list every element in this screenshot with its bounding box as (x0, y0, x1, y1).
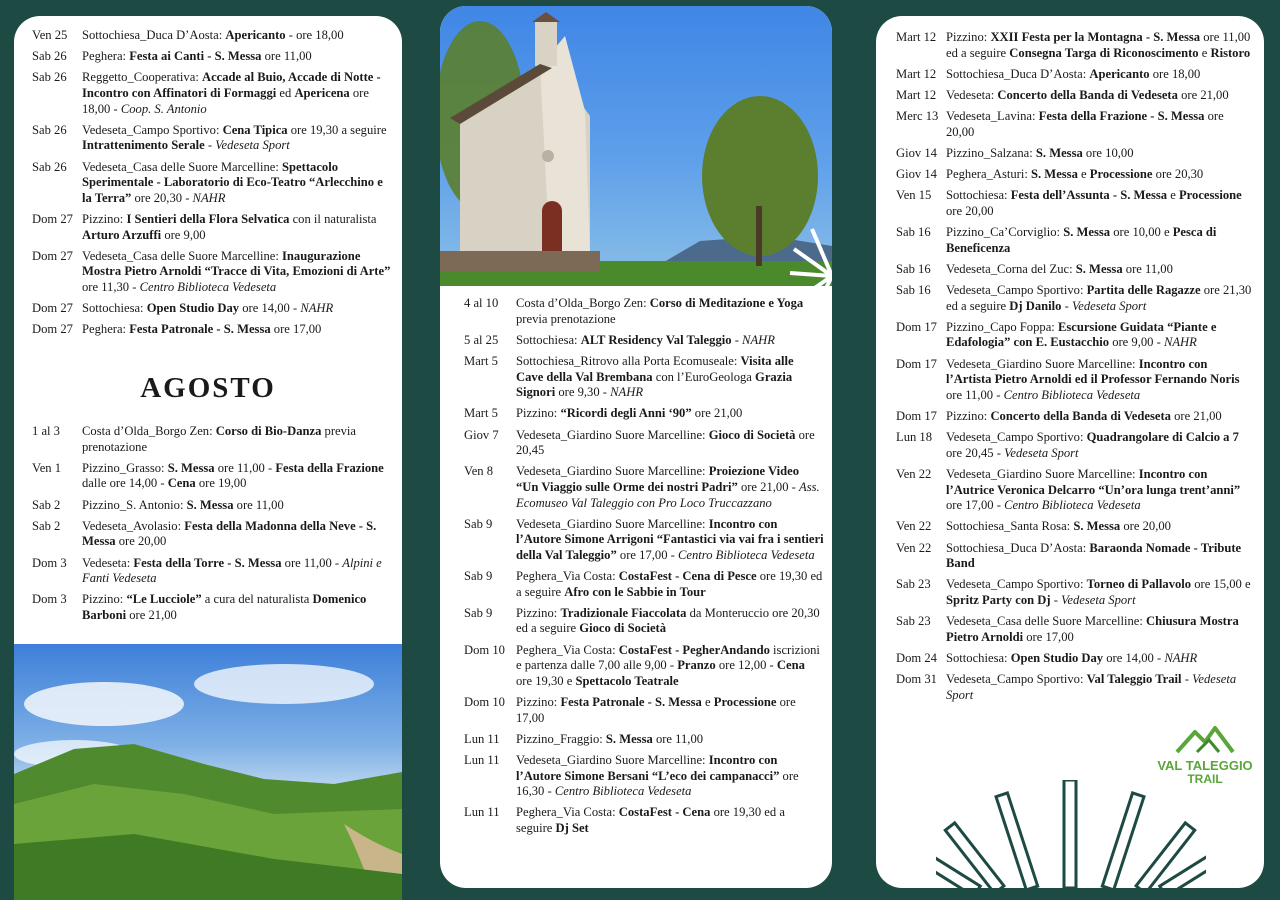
middle-panel (440, 6, 832, 888)
mountain-logo-icon (1175, 726, 1235, 754)
event-item (896, 225, 1254, 256)
event-item (32, 301, 392, 317)
event-description: Vedeseta_Casa delle Suore Marcelline: Inaugurazione Mostra Pietro Arnoldi “Tracce di Vita, Emozioni di Arte” ore 11,30 - Centro Biblioteca Vedeseta (82, 248, 391, 294)
event-date: 5 al 25 (464, 332, 499, 347)
event-date: Sab 2 (32, 518, 61, 533)
event-date: Sab 16 (896, 225, 931, 240)
event-date: Sab 26 (32, 49, 67, 64)
mid-august-event-list (464, 296, 824, 842)
event-date: Dom 17 (896, 409, 937, 423)
event-description: Vedeseta_Lavina: Festa della Frazione - S. Messa ore 20,00 (946, 109, 1224, 139)
event-item (896, 519, 1254, 535)
val-taleggio-trail-logo (1152, 726, 1258, 786)
event-description: Vedeseta_Campo Sportivo: Partita delle Ragazze ore 21,30 ed a seguire Dj Danilo - Vedeseta Sport (946, 283, 1252, 313)
event-date: Ven 1 (32, 460, 62, 475)
event-item (464, 428, 824, 459)
event-description: Pizzino: XXII Festa per la Montagna - S. Messa ore 11,00 ed a seguire Consegna Targa di Riconoscimento e Ristoro (946, 30, 1251, 60)
event-item (32, 498, 392, 514)
event-date: Mart 12 (896, 87, 937, 102)
event-date: Ven 8 (464, 464, 494, 479)
event-description: Vedeseta_Campo Sportivo: Torneo di Pallavolo ore 15,00 e Spritz Party con Dj - Vedeseta Sport (946, 577, 1251, 607)
event-description: Pizzino_Ca’Corviglio: S. Messa ore 10,00 e Pesca di Beneficenza (946, 225, 1217, 255)
mountain-illustration (14, 644, 402, 900)
event-item (464, 643, 824, 690)
event-item (32, 49, 392, 65)
event-description: Pizzino_Grasso: S. Messa ore 11,00 - Festa della Frazione dalle ore 14,00 - Cena ore 19,00 (82, 460, 384, 491)
event-description: Vedeseta_Giardino Suore Marcelline: Incontro con l’Autrice Veronica Delcarro “Un’ora lunga trent’anni” ore 17,00 - Centro Biblioteca Vedeseta (946, 466, 1241, 513)
event-item (32, 556, 392, 587)
event-date: Dom 27 (32, 248, 73, 263)
event-description: Sottochiesa_Duca D’Aosta: Baraonda Nomade - Tribute Band (946, 540, 1242, 571)
event-item (32, 249, 392, 296)
event-description: Peghera_Via Costa: CostaFest - PegherAndando iscrizioni e partenza dalle 7,00 alle 9,00 - Pranzo ore 12,00 - Cena ore 19,30 e Spettacolo Teatrale (516, 642, 820, 688)
event-description: Pizzino: Concerto della Banda di Vedeseta ore 21,00 (946, 409, 1222, 423)
event-item (896, 651, 1254, 667)
event-description: Pizzino_Capo Foppa: Escursione Guidata “Piante e Edafologia” con E. Eustacchio ore 9,00 - NAHR (946, 319, 1217, 350)
event-date: Sab 23 (896, 577, 931, 592)
event-description: Vedeseta_Casa delle Suore Marcelline: Spettacolo Sperimentale - Laboratorio di Eco-Teatro “Arlecchino e la Terra” ore 20,30 - NAHR (82, 159, 383, 205)
event-date: Dom 27 (32, 211, 73, 226)
event-item (32, 212, 392, 243)
event-item (896, 320, 1254, 351)
event-date: Dom 10 (464, 642, 505, 657)
event-item (32, 322, 392, 338)
event-item (32, 424, 392, 455)
event-description: Vedeseta_Giardino Suore Marcelline: Gioco di Società ore 20,45 (516, 427, 815, 458)
event-description: Peghera_Via Costa: CostaFest - Cena di Pesce ore 19,30 ed a seguire Afro con le Sabbie in Tour (516, 569, 823, 599)
event-item (896, 67, 1254, 83)
event-description: Pizzino: I Sentieri della Flora Selvatica con il naturalista Arturo Arzuffi ore 9,00 (82, 211, 377, 242)
event-description: Vedeseta_Campo Sportivo: Quadrangolare di Calcio a 7 ore 20,45 - Vedeseta Sport (946, 430, 1239, 460)
event-date: Merc 13 (896, 109, 939, 124)
logo-line-1: VAL TALEGGIO (1157, 758, 1253, 773)
event-item (896, 614, 1254, 645)
event-date: Giov 14 (896, 145, 937, 160)
event-date: Dom 3 (32, 555, 67, 570)
event-date: Dom 31 (896, 672, 937, 687)
event-description: Sottochiesa_Duca D’Aosta: Apericanto ore 18,00 (946, 66, 1201, 81)
event-description: Vedeseta_Casa delle Suore Marcelline: Chiusura Mostra Pietro Arnoldi ore 17,00 (946, 614, 1239, 644)
event-description: Vedeseta_Giardino Suore Marcelline: Proiezione Video “Un Viaggio sulle Orme dei nostri Padri” ore 21,00 - Ass. Ecomuseo Val Taleggio con Pro Loco Truccazzano (516, 464, 820, 510)
event-description: Sottochiesa_Ritrovo alla Porta Ecomuseale: Visita alle Cave della Val Brembana con l’EuroGeologa Grazia Signori ore 9,30 - NAHR (516, 353, 794, 400)
event-date: Sab 26 (32, 159, 67, 174)
event-description: Pizzino_S. Antonio: S. Messa ore 11,00 (82, 497, 284, 512)
event-date: Dom 27 (32, 322, 73, 337)
event-item (464, 732, 824, 748)
event-date: Sab 2 (32, 497, 61, 512)
event-date: Lun 11 (464, 805, 500, 820)
july-event-list (32, 28, 392, 343)
event-description: Peghera: Festa Patronale - S. Messa ore 17,00 (82, 322, 322, 337)
event-item (464, 805, 824, 836)
event-item (896, 30, 1254, 61)
event-date: 1 al 3 (32, 424, 60, 438)
event-item (896, 672, 1254, 703)
event-date: Lun 11 (464, 731, 500, 746)
decorative-rays-icon (788, 221, 832, 331)
event-date: Ven 15 (896, 188, 932, 203)
event-date: Sab 9 (464, 605, 493, 620)
event-item (896, 146, 1254, 162)
event-item (896, 577, 1254, 608)
event-date: Giov 7 (464, 427, 499, 442)
logo-line-2: TRAIL (1187, 772, 1223, 786)
event-description: Sottochiesa: ALT Residency Val Taleggio - NAHR (516, 332, 775, 347)
event-description: Vedeseta_Corna del Zuc: S. Messa ore 11,00 (946, 261, 1173, 276)
event-date: Sab 26 (32, 122, 67, 137)
event-description: Pizzino: “Ricordi degli Anni ‘90” ore 21,00 (516, 406, 743, 421)
event-date: Dom 17 (896, 319, 937, 334)
chapel-illustration (440, 6, 832, 286)
event-date: Lun 11 (464, 752, 500, 767)
event-date: Mart 12 (896, 66, 937, 81)
event-date: Mart 5 (464, 406, 498, 421)
event-date: Dom 17 (896, 356, 937, 371)
event-description: Peghera: Festa ai Canti - S. Messa ore 11,00 (82, 49, 312, 64)
event-item (896, 109, 1254, 140)
event-item (896, 283, 1254, 314)
event-date: Giov 14 (896, 167, 937, 182)
event-description: Vedeseta_Giardino Suore Marcelline: Incontro con l’Artista Pietro Arnoldi ed il Professor Fernando Noris ore 11,00 - Centro Biblioteca Vedeseta (946, 356, 1240, 402)
august-event-list (32, 424, 392, 629)
event-date: Dom 10 (464, 695, 505, 709)
event-description: Costa d’Olda_Borgo Zen: Corso di Meditazione e Yoga previa prenotazione (516, 296, 804, 326)
event-date: Dom 24 (896, 650, 937, 665)
event-item (464, 569, 824, 600)
event-item (464, 517, 824, 564)
event-item (896, 409, 1254, 425)
sunburst-decoration-icon (936, 780, 1206, 888)
event-date: Ven 22 (896, 519, 932, 534)
event-description: Peghera_Asturi: S. Messa e Processione ore 20,30 (946, 167, 1204, 182)
event-item (464, 464, 824, 511)
event-item (464, 753, 824, 800)
event-item (896, 430, 1254, 461)
event-description: Pizzino: Festa Patronale - S. Messa e Processione ore 17,00 (516, 695, 796, 725)
event-description: Pizzino_Fraggio: S. Messa ore 11,00 (516, 731, 704, 746)
month-title-agosto: AGOSTO (140, 372, 276, 404)
event-item (896, 262, 1254, 278)
event-date: Sab 16 (896, 283, 931, 298)
event-description: Pizzino_Salzana: S. Messa ore 10,00 (946, 145, 1134, 160)
event-item (464, 606, 824, 637)
event-item (32, 461, 392, 492)
event-item (464, 296, 824, 327)
event-date: Dom 27 (32, 301, 73, 316)
left-panel (14, 16, 402, 900)
event-description: Vedeseta_Avolasio: Festa della Madonna della Neve - S. Messa ore 20,00 (82, 518, 377, 549)
event-description: Pizzino: “Le Lucciole” a cura del naturalista Domenico Barboni ore 21,00 (82, 592, 367, 622)
event-date: Sab 9 (464, 569, 493, 584)
event-description: Vedeseta_Giardino Suore Marcelline: Incontro con l’Autore Simone Arrigoni “Fantastici via vai fra i sentieri della Val Taleggio” ore 17,00 - Centro Biblioteca Vedeseta (516, 516, 824, 562)
event-description: Vedeseta_Giardino Suore Marcelline: Incontro con l’Autore Simone Bersani “L’eco dei campanacci” ore 16,30 - Centro Biblioteca Vedeseta (516, 752, 799, 799)
event-date: Ven 25 (32, 28, 68, 42)
event-item (896, 541, 1254, 572)
event-date: Dom 3 (32, 592, 67, 607)
event-item (464, 354, 824, 401)
event-item (896, 467, 1254, 514)
event-date: Sab 16 (896, 261, 931, 276)
event-description: Peghera_Via Costa: CostaFest - Cena ore 19,30 ed a seguire Dj Set (516, 805, 785, 835)
event-date: Ven 22 (896, 540, 932, 555)
event-description: Vedeseta_Campo Sportivo: Cena Tipica ore 19,30 a seguire Intrattenimento Serale - Vedeseta Sport (82, 122, 387, 153)
event-date: Mart 12 (896, 30, 937, 44)
late-august-event-list (896, 30, 1254, 709)
event-item (32, 123, 392, 154)
event-item (896, 88, 1254, 104)
event-description: Pizzino: Tradizionale Fiaccolata da Monteruccio ore 20,30 ed a seguire Gioco di Società (516, 605, 820, 636)
event-description: Sottochiesa: Open Studio Day ore 14,00 - NAHR (82, 301, 334, 316)
event-date: Ven 22 (896, 466, 932, 481)
event-description: Sottochiesa_Duca D’Aosta: Apericanto - ore 18,00 (82, 28, 344, 42)
event-description: Vedeseta: Festa della Torre - S. Messa ore 11,00 - Alpini e Fanti Vedeseta (82, 555, 382, 586)
event-date: Sab 23 (896, 614, 931, 629)
event-description: Sottochiesa: Festa dell’Assunta - S. Messa e Processione ore 20,00 (946, 188, 1242, 218)
event-item (32, 28, 392, 44)
chapel-photo (440, 6, 832, 286)
event-item (896, 357, 1254, 404)
event-date: Sab 26 (32, 70, 67, 85)
event-description: Sottochiesa_Santa Rosa: S. Messa ore 20,00 (946, 519, 1171, 534)
event-date: Mart 5 (464, 353, 498, 368)
event-description: Sottochiesa: Open Studio Day ore 14,00 - NAHR (946, 650, 1198, 665)
event-item (32, 519, 392, 550)
event-item (464, 695, 824, 726)
event-description: Reggetto_Cooperativa: Accade al Buio, Accade di Notte - Incontro con Affinatori di Formaggi ed Apericena ore 18,00 - Coop. S. Antonio (82, 70, 381, 116)
event-item (896, 188, 1254, 219)
event-description: Vedeseta_Campo Sportivo: Val Taleggio Trail - Vedeseta Sport (946, 672, 1237, 702)
event-date: Sab 9 (464, 516, 493, 531)
event-description: Costa d’Olda_Borgo Zen: Corso di Bio-Danza previa prenotazione (82, 424, 357, 454)
event-date: 4 al 10 (464, 296, 499, 310)
event-item (464, 406, 824, 422)
event-item (896, 167, 1254, 183)
event-item (32, 592, 392, 623)
event-item (464, 333, 824, 349)
event-item (32, 70, 392, 117)
event-item (32, 160, 392, 207)
event-date: Lun 18 (896, 430, 933, 445)
mountain-meadow-photo (14, 644, 402, 900)
right-panel (876, 16, 1264, 888)
event-description: Vedeseta: Concerto della Banda di Vedeseta ore 21,00 (946, 87, 1229, 102)
